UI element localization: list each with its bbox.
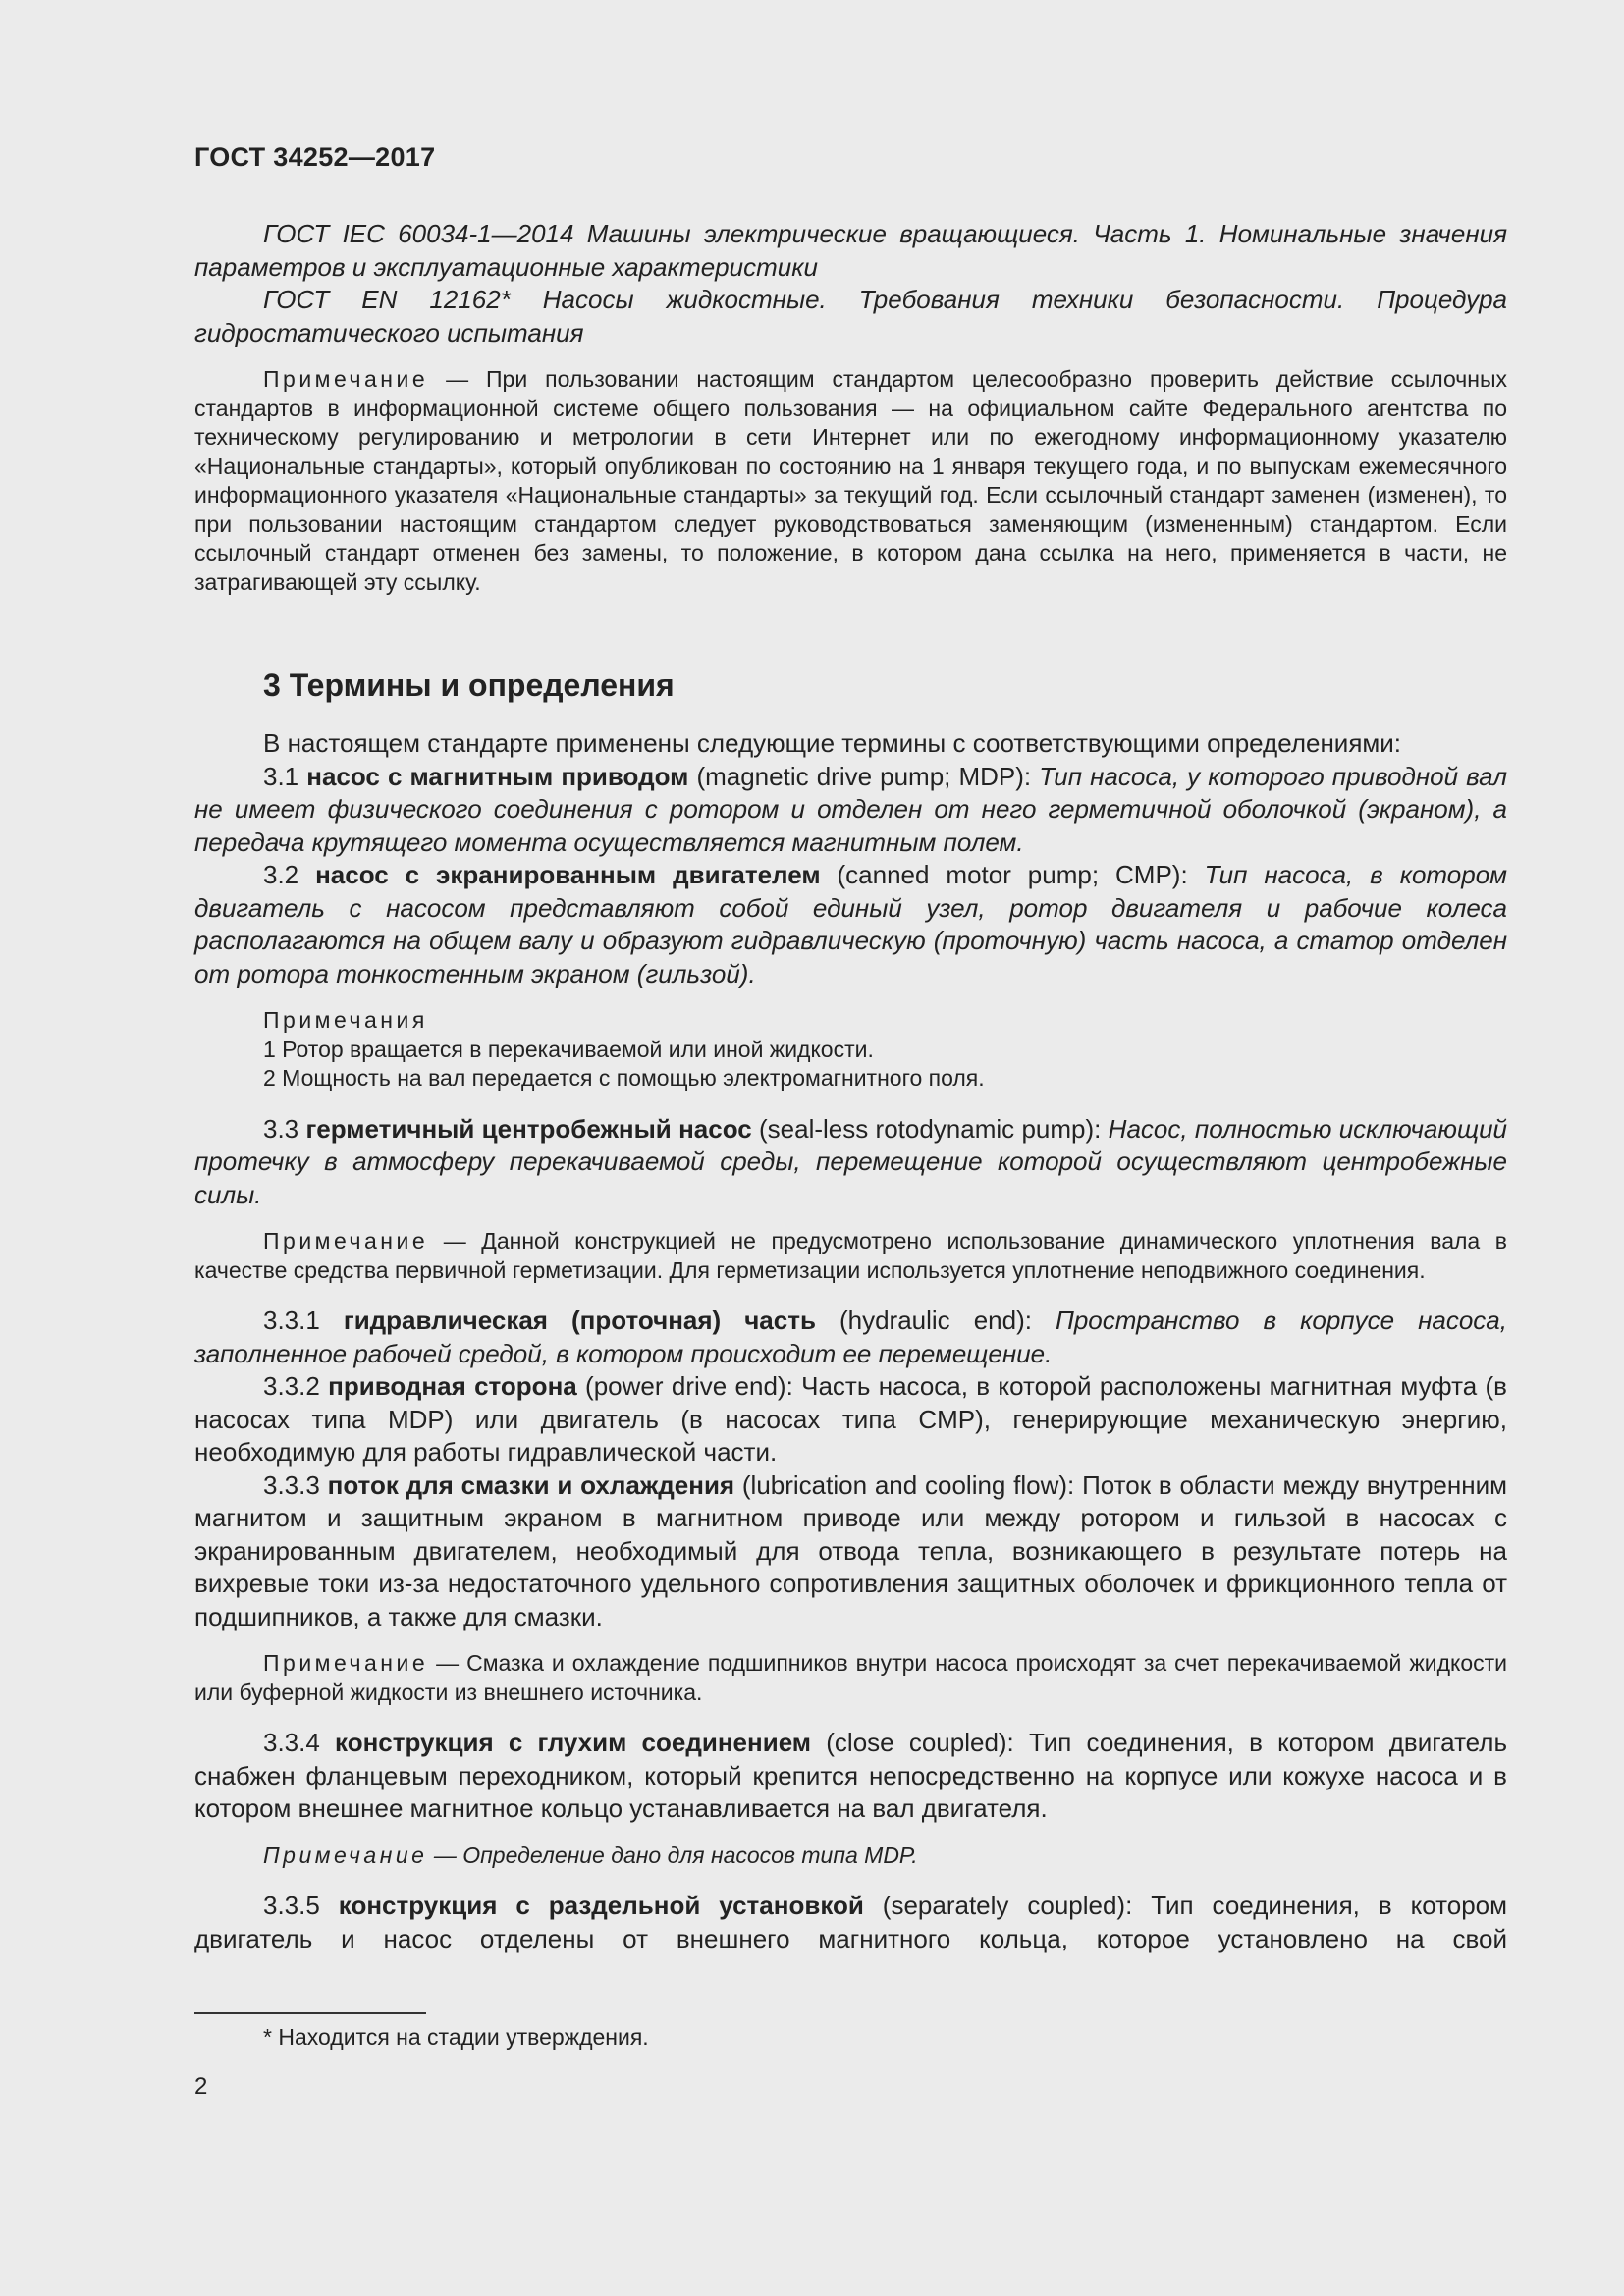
section-title: 3 Термины и определения — [263, 667, 675, 703]
note-item: 1 Ротор вращается в перекачиваемой или иной жидкости. — [263, 1036, 874, 1062]
term-definition: Часть насоса, в которой расположены магнитная муфта (в насосах типа MDP) или двигатель (в насосах типа CMP), генерирующие механическую энергию, необходимую для работы гидравлической части. — [194, 1371, 1507, 1467]
term-title: приводная сторона — [328, 1371, 577, 1401]
term-definition: Тип насоса, в котором двигатель с насосом представляют собой единый узел, ротор двигателя и рабочие колеса располагаются на общем валу и образуют гидравлическую (проточную) часть насоса, а статор отделен от ротора тонкостенным экраном (гильзой). — [194, 860, 1507, 988]
notes-label: Примечания — [263, 1007, 428, 1033]
term-3-3-note: Примечание — Данной конструкцией не предусмотрено использование динамического уплотнения вала в качестве средства первичной герметизации. Для герметизации используется уплотнение неподвижного соединения. — [194, 1228, 1508, 1283]
reference-gost-iec-60034: ГОСТ IEC 60034-1—2014 Машины электрические вращающиеся. Часть 1. Номинальные значения параметров и эксплуатационные характеристики — [194, 219, 1507, 282]
footnote-divider — [194, 2012, 426, 2014]
term-definition: Тип соединения, в котором двигатель и насос отделены от внешнего магнитного кольца, которое установлено на свой — [194, 1891, 1508, 1953]
term-title: насос с магнитным приводом — [306, 761, 689, 791]
term-definition: Тип соединения, в котором двигатель снабжен фланцевым переходником, который крепится непосредственно на корпусе или кожухе насоса и в котором внешнее магнитное кольцо устанавливается на вал двигателя. — [194, 1728, 1507, 1823]
term-3-3-3-note: Примечание — Смазка и охлаждение подшипников внутри насоса происходят за счет перекачиваемой жидкости или буферной жидкости из внешнего источника. — [194, 1650, 1508, 1705]
term-title: гидравлическая (проточная) часть — [343, 1306, 816, 1335]
term-3-1: 3.1 насос с магнитным приводом (magnetic drive pump; MDP): Тип насоса, у которого приводной вал не имеет физического соединения с ротором и отделен от него герметичной оболочкой (экраном), а передача крутящего момента осуществляется магнитным полем. — [194, 761, 1507, 857]
term-definition: Насос, полностью исключающий протечку в атмосферу перекачиваемой среды, перемещение которой осуществляют центробежные силы. — [194, 1113, 1507, 1209]
term-definition: Тип насоса, у которого приводной вал не имеет физического соединения с ротором и отделен от него герметичной оболочкой (экраном), а передача крутящего момента осуществляется магнитным полем. — [194, 761, 1507, 857]
term-definition: Пространство в корпусе насоса, заполненное рабочей средой, в котором происходит ее перемещение. — [194, 1306, 1507, 1368]
term-title: герметичный центробежный насос — [305, 1113, 752, 1144]
document-header: ГОСТ 34252—2017 — [194, 142, 436, 172]
reference-gost-en-12162: ГОСТ EN 12162* Насосы жидкостные. Требования техники безопасности. Процедура гидростатического испытания — [194, 285, 1507, 347]
section-intro: В настоящем стандарте применены следующие термины с соответствующими определениями: — [263, 728, 1402, 758]
term-definition: Поток в области между внутренним магнитом и защитным экраном в магнитном приводе или между ротором и гильзой в насосах с экранированным двигателем, необходимый для отвода тепла, возникающего в результате потерь на вихревые токи из-за недостаточного удельного сопротивления защитных оболочек и фрикционного тепла от подшипников, а также для смазки. — [194, 1469, 1507, 1631]
term-3-3-4-note: Примечание — Определение дано для насосов типа MDP. — [263, 1842, 918, 1868]
term-3-3-1: 3.3.1 гидравлическая (проточная) часть (hydraulic end): Пространство в корпусе насоса, заполненное рабочей средой, в котором происходит ее перемещение. — [194, 1306, 1507, 1368]
term-3-2: 3.2 насос с экранированным двигателем (canned motor pump; CMP): Тип насоса, в котором двигатель с насосом представляют собой единый узел, ротор двигателя и рабочие колеса располагаются на общем валу и образуют гидравлическую (проточную) часть насоса, а статор отделен от ротора тонкостенным экраном (гильзой). — [194, 860, 1507, 988]
term-title: поток для смазки и охлаждения — [327, 1469, 735, 1500]
document-page — [194, 142, 1507, 2101]
term-3-3-2: 3.3.2 приводная сторона (power drive end): Часть насоса, в которой расположены магнитная муфта (в насосах типа MDP) или двигатель (в насосах типа CMP), генерирующие механическую энергию, необходимую для работы гидравлической части. — [194, 1371, 1507, 1467]
note-item: 2 Мощность на вал передается с помощью электромагнитного поля. — [263, 1065, 985, 1091]
term-title: насос с экранированным двигателем — [315, 860, 821, 889]
footnote: * Находится на стадии утверждения. — [263, 2024, 649, 2050]
term-3-3: 3.3 герметичный центробежный насос (seal-less rotodynamic pump): Насос, полностью исключающий протечку в атмосферу перекачиваемой среды, перемещение которой осуществляют центробежные силы. — [194, 1113, 1507, 1209]
term-3-3-4: 3.3.4 конструкция с глухим соединением (close coupled): Тип соединения, в котором двигатель снабжен фланцевым переходником, который крепится непосредственно на корпусе или кожухе насоса и в котором внешнее магнитное кольцо устанавливается на вал двигателя. — [194, 1728, 1507, 1823]
references-note: Примечание — При пользовании настоящим стандартом целесообразно проверить действие ссылочных стандартов в информационной системе общего пользования — на официальном сайте Федерального агентства по техническому регулированию и метрологии в сети Интернет или по ежегодному информационному указателю «Национальные стандарты», который опубликован по состоянию на 1 января текущего года, и по выпускам ежемесячного информационного указателя «Национальные стандарты» за текущий год. Если ссылочный стандарт заменен (изменен), то при пользовании настоящим стандартом следует руководствоваться заменяющим (измененным) стандартом. Если ссылочный стандарт отменен без замены, то положение, в котором дана ссылка на него, применяется в части, не затрагивающей эту ссылку. — [194, 366, 1507, 595]
page-number: 2 — [194, 2073, 208, 2100]
term-3-3-5: 3.3.5 конструкция с раздельной установкой (separately coupled): Тип соединения, в котором двигатель и насос отделены от внешнего магнитного кольца, которое установлено на свой — [194, 1891, 1508, 1953]
term-3-3-3: 3.3.3 поток для смазки и охлаждения (lubrication and cooling flow): Поток в области между внутренним магнитом и защитным экраном в магнитном приводе или между ротором и гильзой в насосах с экранированным двигателем, необходимый для отвода тепла, возникающего в результате потерь на вихревые токи из-за недостаточного удельного сопротивления защитных оболочек и фрикционного тепла от подшипников, а также для смазки. — [194, 1469, 1507, 1631]
term-title: конструкция с раздельной установкой — [338, 1891, 864, 1920]
term-title: конструкция с глухим соединением — [335, 1728, 812, 1757]
note-label: Примечание — [263, 366, 429, 392]
